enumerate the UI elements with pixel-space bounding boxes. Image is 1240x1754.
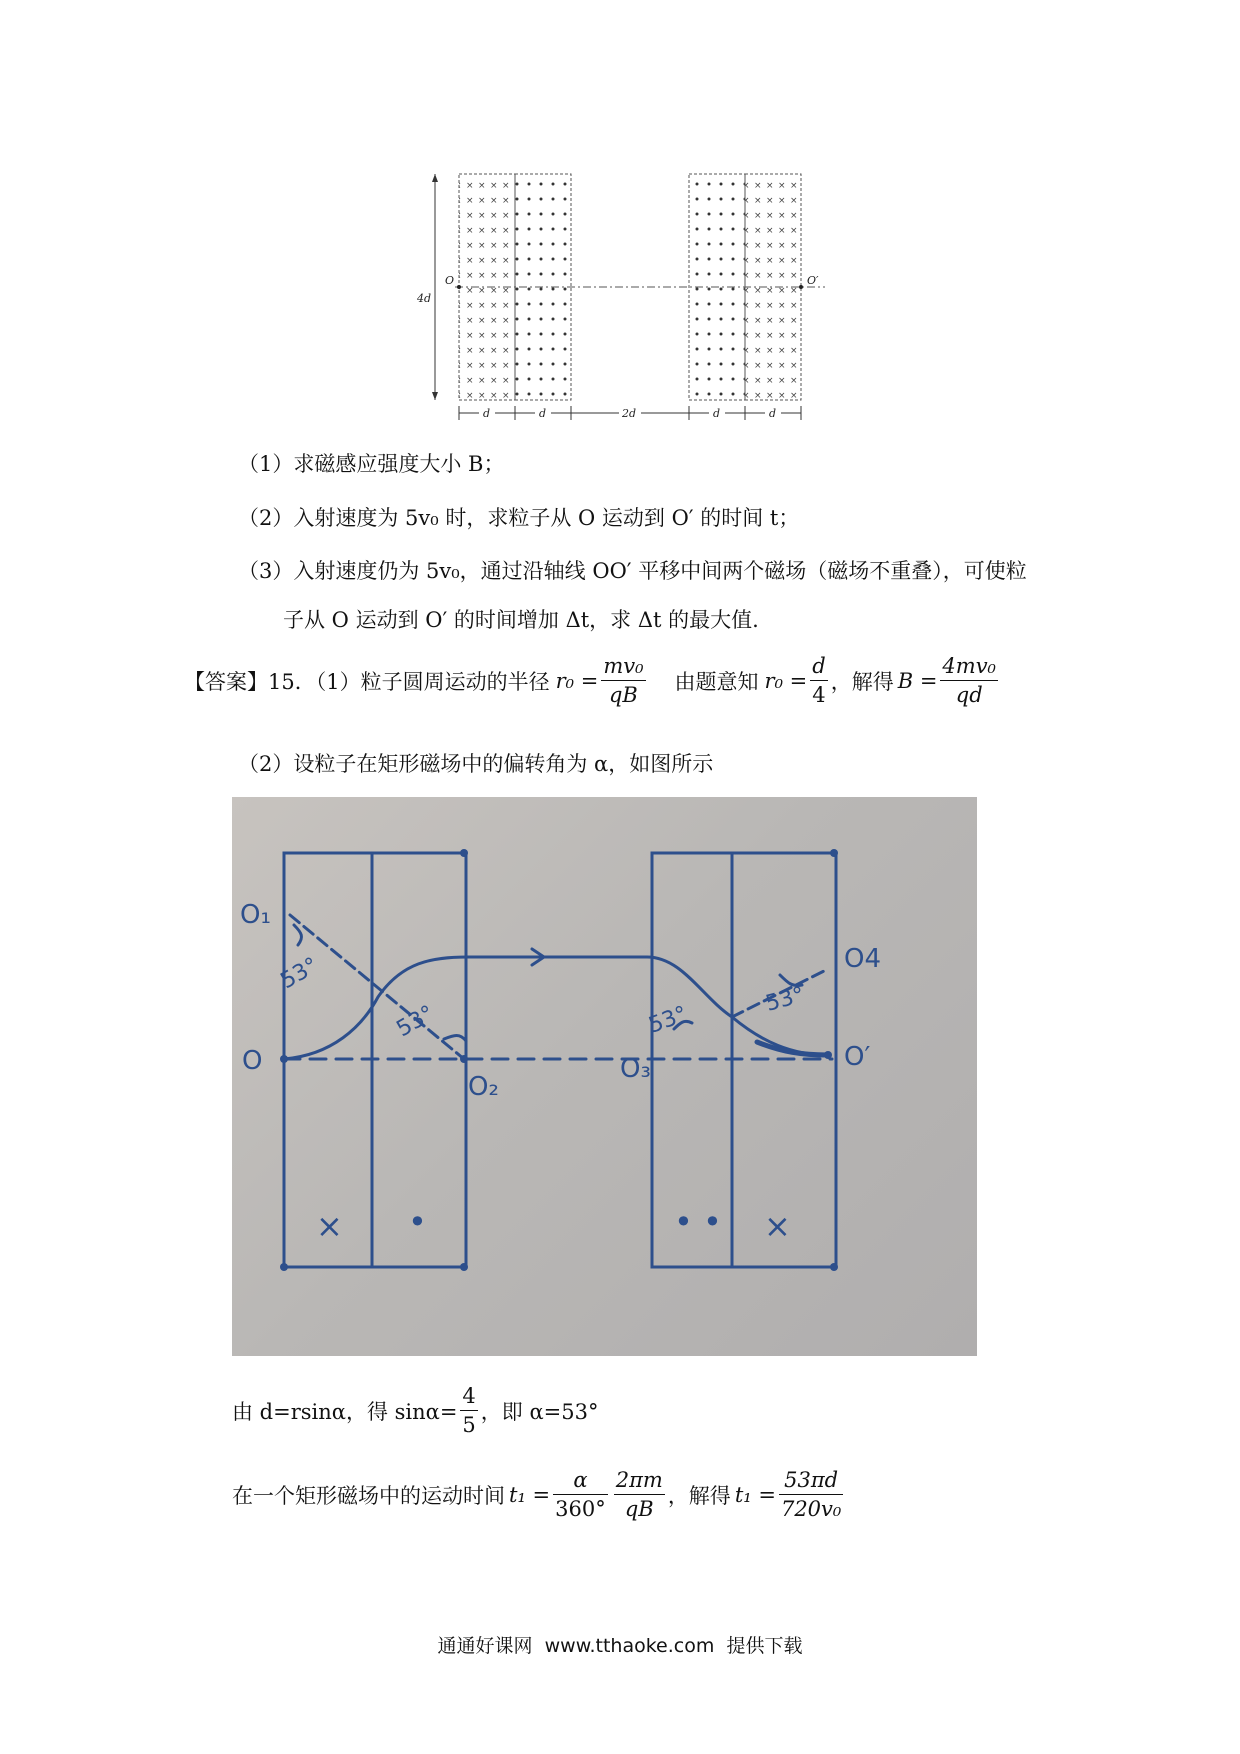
photo-label-o-prime: O′	[844, 1042, 871, 1072]
field-diagram	[415, 162, 835, 424]
label-o-prime: O′	[807, 274, 819, 287]
photo-angle-right-a: 53°	[645, 1001, 691, 1039]
eq1-pre: 由 d=rsinα，得 sinα=	[232, 1399, 458, 1424]
dim-d-4: d	[769, 407, 777, 420]
photo-label-o: O	[242, 1046, 263, 1076]
eq2-pre: 在一个矩形磁场中的运动时间	[232, 1483, 505, 1508]
question-2: （2）入射速度为 5v₀ 时，求粒子从 O 运动到 O′ 的时间 t；	[238, 506, 800, 530]
photo-dots-right: • •	[674, 1203, 722, 1241]
photo-x-right: ×	[764, 1207, 791, 1245]
answer-prefix: 【答案】15．（1）粒子圆周运动的半径	[184, 669, 550, 694]
label-4d: 4d	[417, 292, 432, 305]
answer-mid: 由题意知	[674, 669, 759, 694]
photo-label-o2: O₂	[468, 1072, 499, 1102]
fraction-d-4: $\frac{d}{4}$	[812, 654, 826, 707]
answer-part1	[184, 652, 1001, 709]
photo-dot-left: •	[408, 1203, 427, 1241]
footer-download: 通通好课网 www.tthaoke.com 提供下载	[437, 1635, 803, 1657]
photo-label-o4: O4	[844, 944, 882, 974]
handdrawn-diagram	[232, 797, 977, 1356]
eq2-t1-b: t₁ =	[734, 1482, 776, 1507]
photo-angle-left-top: 53°	[276, 953, 323, 995]
photo-label-o1: O₁	[240, 900, 271, 930]
equation-t1	[232, 1466, 846, 1523]
dim-d-2: d	[539, 407, 547, 420]
dim-d-3: d	[713, 407, 721, 420]
handdrawn-diagram-photo	[232, 797, 977, 1356]
photo-label-o3: O₃	[620, 1054, 651, 1084]
question-1: （1）求磁感应强度大小 B；	[238, 452, 505, 476]
answer-B: B =	[897, 668, 938, 693]
fraction-53pid-720v0: $\frac{53\pi d}{\text{720v₀}}$	[780, 1468, 842, 1521]
dim-2d: 2d	[622, 407, 637, 420]
eq1-post: ，即 α=53°	[480, 1399, 599, 1424]
answer-r0-b: r₀ =	[764, 668, 808, 693]
question-3-line2: 子从 O 运动到 O′ 的时间增加 Δt，求 Δt 的最大值.	[283, 608, 759, 632]
part2-intro: （2）设粒子在矩形磁场中的偏转角为 α，如图所示	[238, 752, 714, 776]
answer-solve: ，解得	[830, 669, 894, 694]
question-3-line1: （3）入射速度仍为 5v₀，通过沿轴线 OO′ 平移中间两个磁场（磁场不重叠），可使粒	[238, 559, 1027, 583]
fraction-mv0-qB: $\frac{\text{mv₀}}{qB}$	[603, 654, 644, 707]
label-o: O	[445, 274, 455, 287]
eq2-solve: ，解得	[667, 1483, 731, 1508]
fraction-2pim-qB: $\frac{2\pi m}{qB}$	[615, 1468, 663, 1521]
fraction-alpha-360: $\frac{\alpha}{360^\circ}$	[555, 1468, 606, 1521]
photo-angle-left-bottom: 53°	[392, 1001, 439, 1043]
fraction-4mv0-qd: $\frac{\text{4mv₀}}{qd}$	[942, 654, 996, 707]
equation-sin-alpha	[232, 1382, 598, 1439]
photo-x-left: ×	[316, 1207, 343, 1245]
eq2-t1: t₁ =	[509, 1482, 551, 1507]
fraction-4-5: $\frac{4}{5}$	[462, 1384, 476, 1437]
dim-d-1: d	[483, 407, 491, 420]
answer-r0: r₀ =	[555, 668, 599, 693]
photo-angle-right-b: 53°	[763, 982, 808, 1017]
